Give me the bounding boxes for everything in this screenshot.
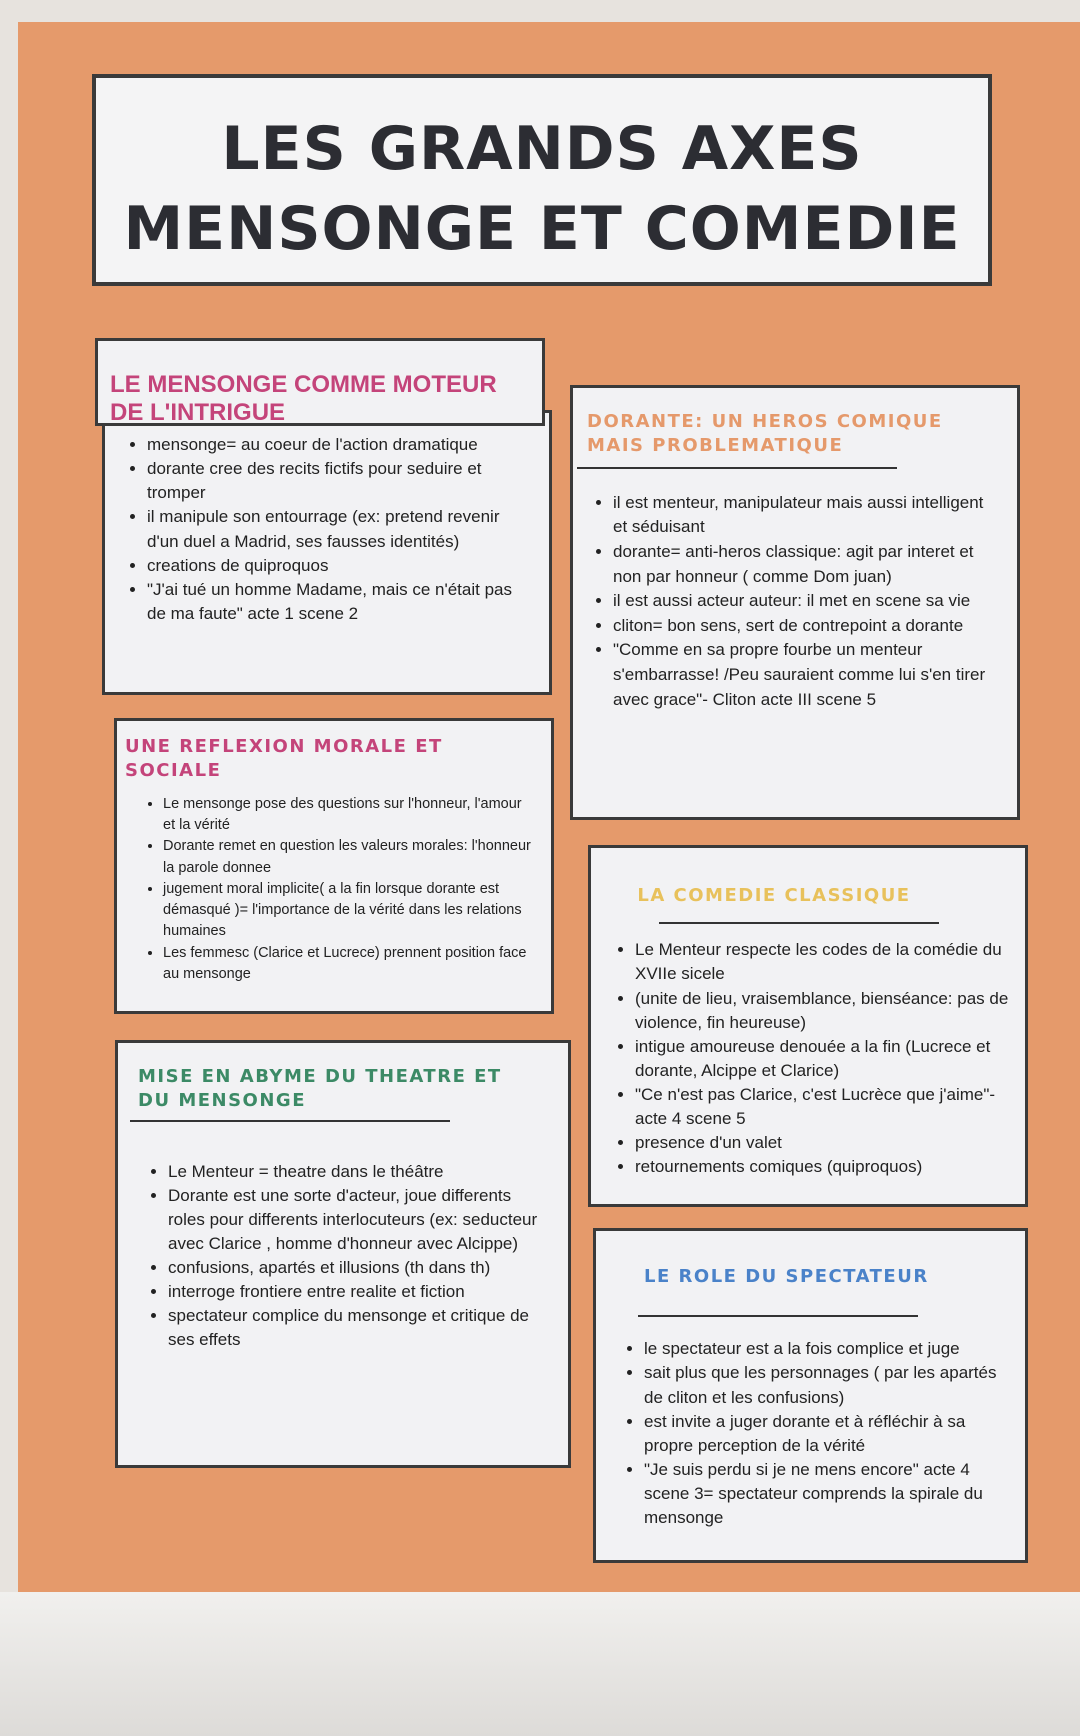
list-item: • il manipule son entourrage (ex: pretend revenir d'un duel a Madrid, ses fausses identités) (147, 505, 531, 553)
list-item: • dorante cree des recits fictifs pour seduire et tromper (147, 457, 531, 505)
card-mensonge-moteur-header (95, 338, 545, 426)
divider (130, 1120, 450, 1122)
title-line-1: LES GRANDS AXES (221, 114, 863, 184)
section-heading: UNE REFLEXION MORALE ET SOCIALE (125, 736, 443, 782)
section-heading: DORANTE: UN HEROS COMIQUE MAIS PROBLEMATIQUE (587, 411, 943, 457)
list-item: • Le Menteur = theatre dans le théâtre (168, 1160, 552, 1184)
section-heading: LA COMEDIE CLASSIQUE (637, 885, 911, 906)
list-item: • "Je suis perdu si je ne mens encore" acte 4 scene 3= spectateur comprends la spirale du mensonge (644, 1458, 1013, 1530)
bullet-list (609, 938, 1011, 1179)
list-item: • spectateur complice du mensonge et critique de ses effets (168, 1304, 552, 1352)
list-item: • sait plus que les personnages ( par les apartés de cliton et les confusions) (644, 1361, 1013, 1409)
title-line-2: MENSONGE ET COMEDIE (123, 194, 961, 264)
divider (638, 1315, 918, 1317)
bullet-list (121, 433, 531, 626)
list-item: • jugement moral implicite( a la fin lorsque dorante est démasqué )= l'importance de la vérité dans les relations humaines (163, 879, 537, 943)
list-item: • cliton= bon sens, sert de contrepoint a dorante (613, 614, 999, 639)
section-heading: LE MENSONGE COMME MOTEUR DE L'INTRIGUE (110, 370, 497, 426)
bullet-list (618, 1337, 1013, 1530)
bullet-list (138, 1160, 552, 1353)
divider (577, 467, 897, 469)
card-role-spectateur (593, 1228, 1028, 1563)
list-item: • le spectateur est a la fois complice et juge (644, 1337, 1013, 1361)
bullet-list (587, 491, 999, 713)
list-item: • intigue amoureuse denouée a la fin (Lucrece et dorante, Alcippe et Clarice) (635, 1035, 1011, 1083)
list-item: • dorante= anti-heros classique: agit par interet et non par honneur ( comme Dom juan) (613, 540, 999, 589)
divider (659, 922, 939, 924)
card-comedie-classique (588, 845, 1028, 1207)
list-item: • il est menteur, manipulateur mais aussi intelligent et séduisant (613, 491, 999, 540)
list-item: • confusions, apartés et illusions (th dans th) (168, 1256, 552, 1280)
card-reflexion-morale (114, 718, 554, 1014)
title-box (92, 74, 992, 286)
list-item: • Le Menteur respecte les codes de la comédie du XVIIe sicele (635, 938, 1011, 986)
list-item: • "J'ai tué un homme Madame, mais ce n'était pas de ma faute" acte 1 scene 2 (147, 578, 531, 626)
list-item: • est invite a juger dorante et à réfléchir à sa propre perception de la vérité (644, 1410, 1013, 1458)
card-mise-en-abyme (115, 1040, 571, 1468)
list-item: • Les femmesc (Clarice et Lucrece) prennent position face au mensonge (163, 943, 537, 986)
section-heading: LE ROLE DU SPECTATEUR (644, 1266, 929, 1287)
section-heading: MISE EN ABYME DU THEATRE ET DU MENSONGE (138, 1066, 502, 1112)
bullet-list (125, 794, 537, 986)
list-item: • il est aussi acteur auteur: il met en scene sa vie (613, 589, 999, 614)
list-item: • "Comme en sa propre fourbe un menteur s'embarrasse! /Peu sauraient comme lui s'en tirer avec grace"- Cliton acte III scene 5 (613, 638, 999, 712)
list-item: • (unite de lieu, vraisemblance, bienséance: pas de violence, fin heureuse) (635, 987, 1011, 1035)
card-mensonge-moteur (102, 410, 552, 695)
list-item: • creations de quiproquos (147, 554, 531, 578)
list-item: • mensonge= au coeur de l'action dramatique (147, 433, 531, 457)
paper-margin (0, 1592, 1080, 1736)
card-dorante-heros (570, 385, 1020, 820)
list-item: • presence d'un valet (635, 1131, 1011, 1155)
list-item: • Le mensonge pose des questions sur l'honneur, l'amour et la vérité (163, 794, 537, 837)
list-item: • "Ce n'est pas Clarice, c'est Lucrèce que j'aime"- acte 4 scene 5 (635, 1083, 1011, 1131)
list-item: • retournements comiques (quiproquos) (635, 1155, 1011, 1179)
list-item: • Dorante remet en question les valeurs morales: l'honneur la parole donnee (163, 836, 537, 879)
list-item: • Dorante est une sorte d'acteur, joue differents roles pour differents interlocuteurs (ex: seducteur avec Clarice , homme d'honneur avec Alcippe) (168, 1184, 552, 1256)
list-item: • interroge frontiere entre realite et fiction (168, 1280, 552, 1304)
